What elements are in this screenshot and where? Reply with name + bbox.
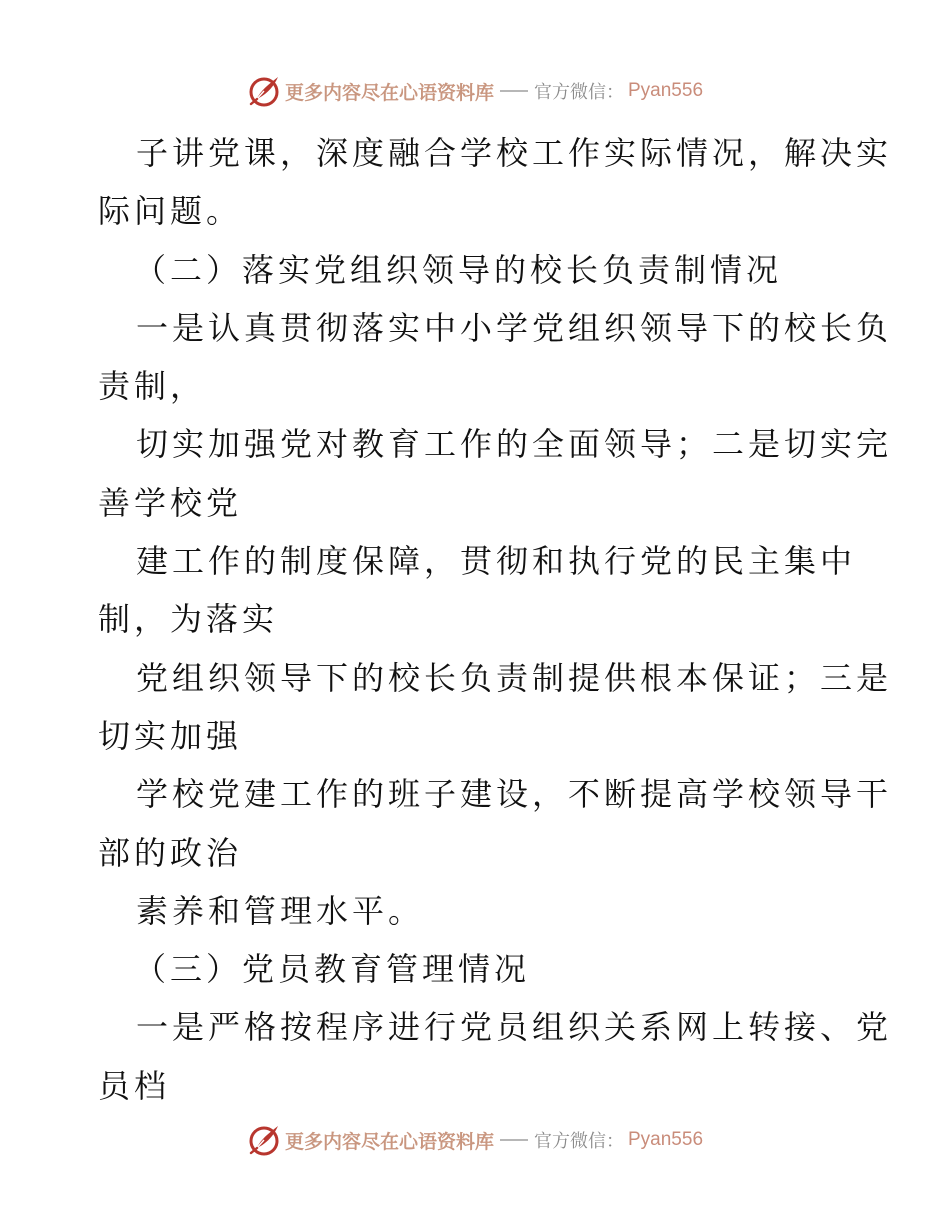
body-line: 素养和管理水平。 <box>136 891 425 930</box>
body-line: 切实加强 <box>98 716 243 755</box>
section-heading: （三）党员教育管理情况 <box>134 950 531 989</box>
watermark-dash <box>500 1139 528 1141</box>
body-line: 部的政治 <box>98 833 243 872</box>
header-watermark <box>247 74 703 108</box>
quill-logo-icon <box>247 74 281 108</box>
document-body <box>98 124 893 1115</box>
section-heading: （二）落实党组织领导的校长负责制情况 <box>134 250 783 289</box>
watermark-main-text: 更多内容尽在心语资料库 <box>284 81 494 104</box>
body-line: 切实加强党对教育工作的全面领导；二是切实完 <box>136 425 893 464</box>
page-footer <box>0 1120 950 1160</box>
quill-logo-icon <box>247 1123 281 1157</box>
body-line: 善学校党 <box>98 483 243 522</box>
page-header <box>0 71 950 111</box>
body-line: 际问题。 <box>98 192 243 231</box>
watermark-sub-text: 官方微信： <box>534 1131 624 1152</box>
watermark-dash <box>500 90 528 92</box>
watermark-id-text: Pyan556 <box>628 1129 704 1150</box>
watermark-sub-text: 官方微信： <box>534 82 624 103</box>
body-line: 员档 <box>98 1066 171 1105</box>
watermark-id-text: Pyan556 <box>628 80 704 101</box>
body-line: 一是认真贯彻落实中小学党组织领导下的校长负 <box>136 308 893 347</box>
body-line: 一是严格按程序进行党员组织关系网上转接、党 <box>136 1008 893 1047</box>
footer-watermark <box>247 1123 703 1157</box>
body-line: 制，为落实 <box>98 600 279 639</box>
body-line: 党组织领导下的校长负责制提供根本保证；三是 <box>136 658 893 697</box>
watermark-main-text: 更多内容尽在心语资料库 <box>284 1130 494 1153</box>
body-line: 责制， <box>98 367 207 406</box>
body-line: 学校党建工作的班子建设，不断提高学校领导干 <box>136 775 893 814</box>
body-line: 建工作的制度保障，贯彻和执行党的民主集中 <box>136 542 857 581</box>
body-line: 子讲党课，深度融合学校工作实际情况，解决实 <box>136 134 893 172</box>
